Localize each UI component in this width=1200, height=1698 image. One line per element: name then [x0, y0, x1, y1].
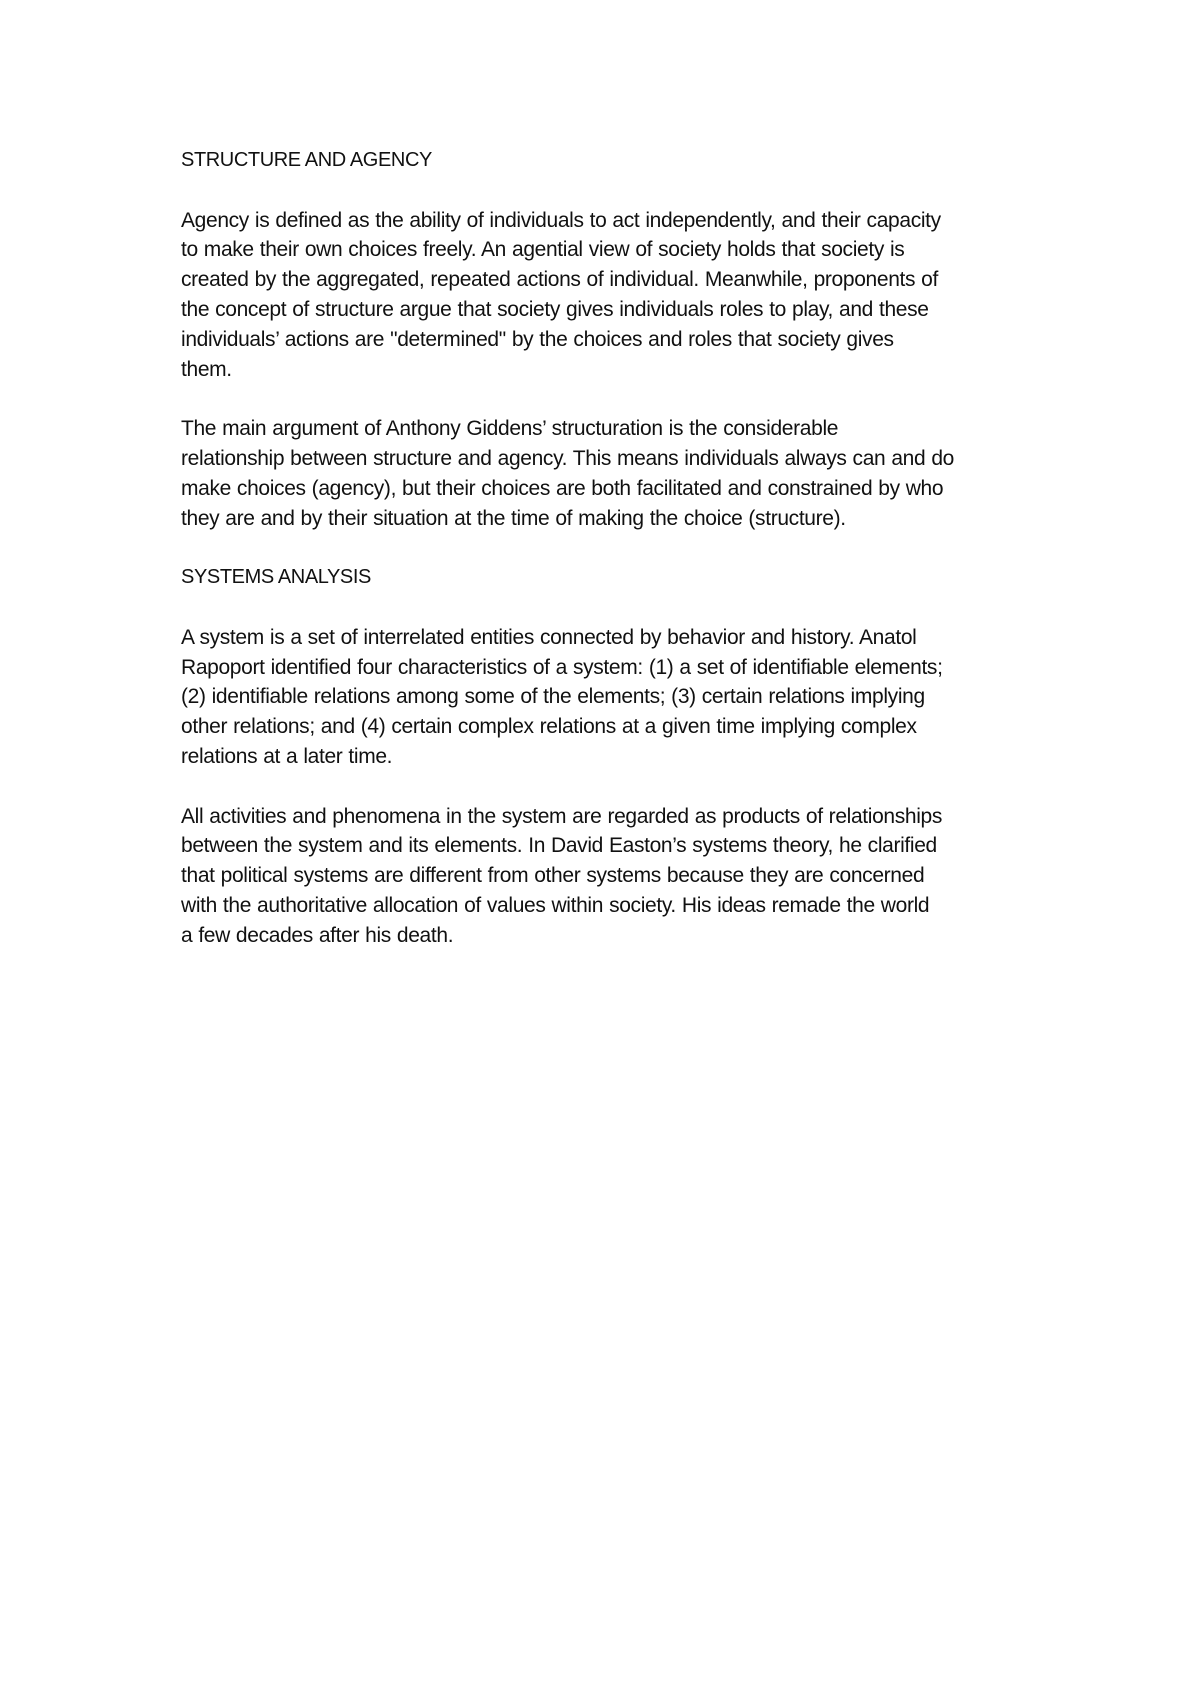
- paragraph-line: them.: [181, 357, 232, 381]
- paragraph-line: The main argument of Anthony Giddens’ structuration is the considerable: [181, 417, 839, 441]
- spacer: [181, 593, 1031, 623]
- spacer: [181, 533, 1031, 563]
- paragraph-line: they are and by their situation at the time of making the choice (structure).: [181, 506, 846, 530]
- paragraph-line: relationship between structure and agency. This means individuals always can and do: [181, 446, 954, 470]
- paragraph-easton-systems-theory: [181, 802, 1031, 951]
- document-body: [181, 146, 1031, 951]
- section-heading-structure-and-agency: STRUCTURE AND AGENCY: [181, 149, 432, 171]
- paragraph-line: Agency is defined as the ability of individuals to act independently, and their capacity: [181, 208, 941, 232]
- paragraph-agency-definition: [181, 206, 1031, 385]
- paragraph-line: make choices (agency), but their choices are both facilitated and constrained by who: [181, 476, 944, 500]
- paragraph-line: a few decades after his death.: [181, 923, 454, 947]
- paragraph-line: (2) identifiable relations among some of the elements; (3) certain relations implying: [181, 685, 925, 709]
- spacer: [181, 384, 1031, 414]
- paragraph-line: individuals’ actions are "determined" by the choices and roles that society gives: [181, 327, 894, 351]
- paragraph-system-definition: [181, 623, 1031, 772]
- paragraph-line: relations at a later time.: [181, 744, 393, 768]
- spacer: [181, 772, 1031, 802]
- paragraph-line: to make their own choices freely. An agential view of society holds that society is: [181, 238, 905, 262]
- paragraph-line: that political systems are different from other systems because they are concerned: [181, 864, 925, 888]
- spacer: [181, 176, 1031, 206]
- paragraph-line: All activities and phenomena in the system are regarded as products of relationships: [181, 804, 943, 828]
- section-heading-systems-analysis: SYSTEMS ANALYSIS: [181, 566, 371, 589]
- paragraph-line: with the authoritative allocation of values within society. His ideas remade the world: [181, 893, 930, 917]
- paragraph-line: between the system and its elements. In David Easton’s systems theory, he clarified: [181, 834, 937, 858]
- paragraph-giddens-structuration: [181, 414, 1031, 533]
- paragraph-line: created by the aggregated, repeated actions of individual. Meanwhile, proponents of: [181, 268, 938, 292]
- paragraph-line: A system is a set of interrelated entities connected by behavior and history. Anatol: [181, 625, 917, 649]
- paragraph-line: the concept of structure argue that society gives individuals roles to play, and these: [181, 297, 929, 321]
- paragraph-line: Rapoport identified four characteristics of a system: (1) a set of identifiable elements;: [181, 655, 943, 679]
- paragraph-line: other relations; and (4) certain complex relations at a given time implying complex: [181, 715, 917, 739]
